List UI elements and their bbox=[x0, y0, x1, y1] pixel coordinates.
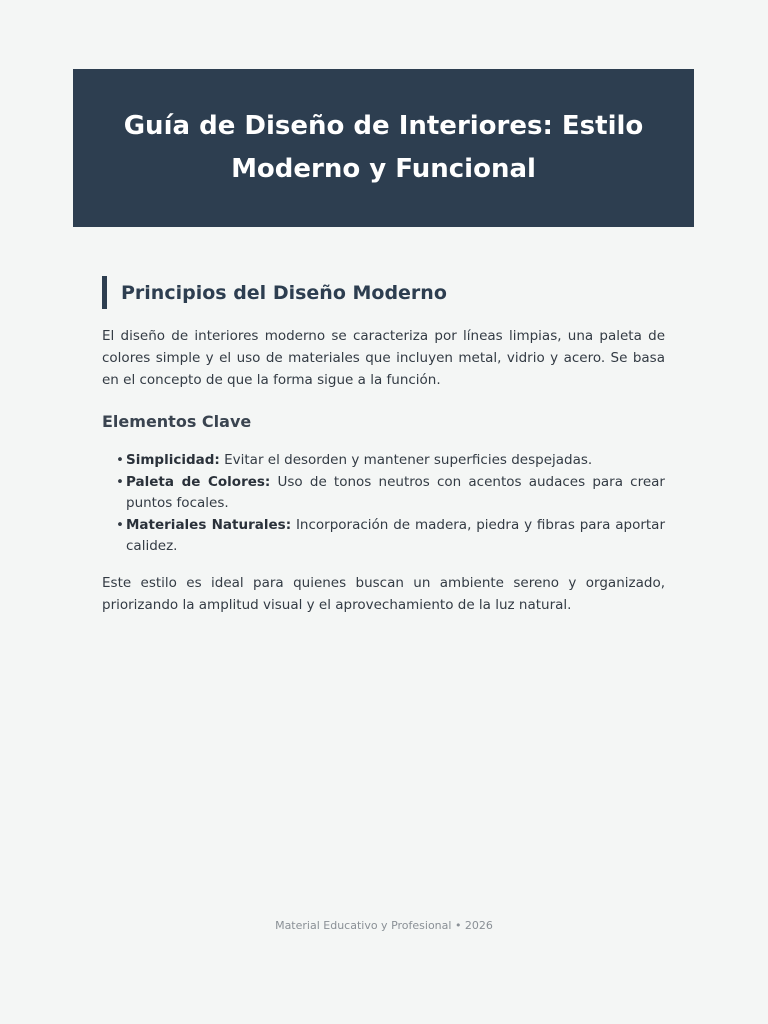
list-item bbox=[116, 472, 665, 515]
list-item-text: Uso de tonos neutros con acentos audaces para crear puntos focales. bbox=[126, 473, 665, 511]
intro-paragraph: El diseño de interiores moderno se caracteriza por líneas limpias, una paleta de colores simple y el uso de materiales que incluyen metal, vidrio y acero. Se basa en el concepto de que la forma sigue a la función. bbox=[102, 328, 665, 388]
section-title: Principios del Diseño Moderno bbox=[102, 276, 665, 309]
list-item-text: Incorporación de madera, piedra y fibras para aportar calidez. bbox=[126, 516, 665, 554]
bullet-icon: • bbox=[116, 452, 124, 468]
bullet-icon: • bbox=[116, 516, 124, 533]
list-item-text: Evitar el desorden y mantener superficies despejadas. bbox=[224, 452, 593, 468]
key-elements-list bbox=[102, 450, 665, 558]
footer-text: Material Educativo y Profesional • 2026 bbox=[275, 919, 493, 932]
list-item bbox=[116, 450, 665, 472]
closing-paragraph: Este estilo es ideal para quienes buscan un ambiente sereno y organizado, priorizando la amplitud visual y el aprovechamiento de la luz natural. bbox=[102, 574, 665, 613]
list-item-term: Materiales Naturales: bbox=[126, 516, 292, 533]
list-item-term: Paleta de Colores: bbox=[126, 473, 271, 490]
header-banner bbox=[73, 69, 694, 227]
page-title: Guía de Diseño de Interiores: Estilo Moderno y Funcional bbox=[123, 111, 644, 184]
subsection-title: Elementos Clave bbox=[102, 412, 252, 431]
list-item bbox=[116, 515, 665, 558]
list-item-term: Simplicidad: bbox=[126, 452, 220, 468]
main-content bbox=[102, 276, 665, 616]
bullet-icon: • bbox=[116, 473, 124, 490]
